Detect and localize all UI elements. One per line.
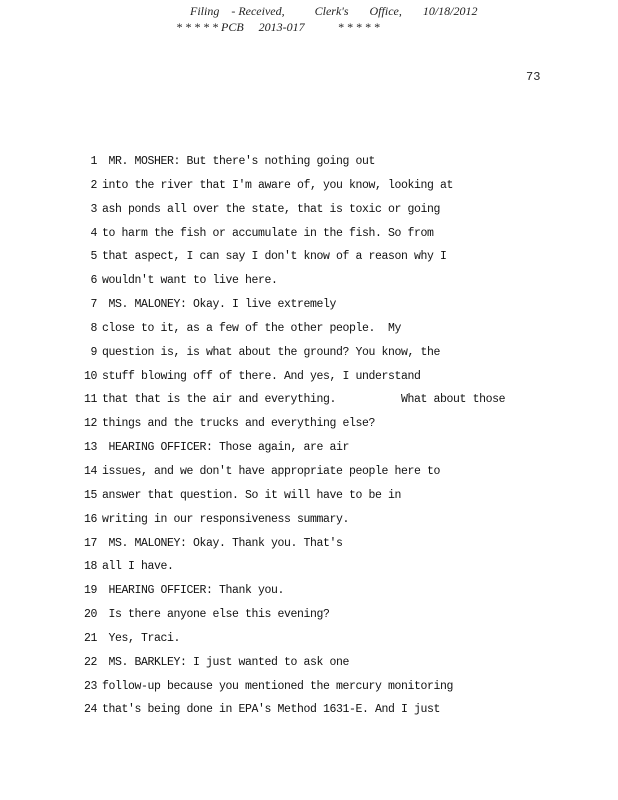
line-number: 8 bbox=[90, 321, 97, 335]
line-text: stuff blowing off of there. And yes, I understand bbox=[102, 369, 421, 383]
transcript-line bbox=[80, 293, 550, 317]
transcript-line bbox=[80, 341, 550, 365]
line-text: MS. MALONEY: Okay. I live extremely bbox=[102, 298, 337, 312]
transcript-line bbox=[80, 508, 550, 532]
transcript-line bbox=[80, 436, 550, 460]
filing-header: Filing - Received, Clerk's Office, 10/18/2012 bbox=[190, 4, 478, 18]
line-number: 6 bbox=[90, 274, 97, 288]
line-text: that's being done in EPA's Method 1631-E. And I just bbox=[102, 703, 441, 717]
transcript-line bbox=[80, 484, 550, 508]
line-text: to harm the fish or accumulate in the fish. So from bbox=[102, 226, 434, 240]
line-number: 14 bbox=[83, 464, 97, 478]
line-text: MS. BARKLEY: I just wanted to ask one bbox=[102, 655, 350, 669]
transcript-line bbox=[80, 174, 550, 198]
line-text: that that is the air and everything. What about those bbox=[102, 393, 506, 407]
line-text: issues, and we don't have appropriate people here to bbox=[102, 464, 441, 478]
line-number: 7 bbox=[90, 298, 97, 312]
line-number: 18 bbox=[83, 560, 97, 574]
page-number: 73 bbox=[526, 70, 541, 84]
line-number: 4 bbox=[90, 226, 97, 240]
line-number: 19 bbox=[83, 584, 97, 598]
line-text: MR. MOSHER: But there's nothing going out bbox=[102, 155, 376, 168]
transcript-line bbox=[80, 198, 550, 222]
line-number: 3 bbox=[90, 202, 97, 216]
line-text: that aspect, I can say I don't know of a reason why I bbox=[102, 250, 447, 264]
line-number: 15 bbox=[83, 488, 97, 502]
transcript-line bbox=[80, 365, 550, 389]
line-text: things and the trucks and everything else? bbox=[102, 417, 376, 431]
line-text: answer that question. So it will have to be in bbox=[102, 488, 402, 502]
transcript-line bbox=[80, 388, 550, 412]
line-number: 23 bbox=[83, 679, 97, 693]
line-text: ash ponds all over the state, that is toxic or going bbox=[102, 202, 441, 216]
line-number: 1 bbox=[90, 155, 97, 168]
line-text: follow-up because you mentioned the mercury monitoring bbox=[102, 679, 454, 693]
line-text: writing in our responsiveness summary. bbox=[102, 512, 350, 526]
line-text: MS. MALONEY: Okay. Thank you. That's bbox=[102, 536, 343, 550]
transcript-line bbox=[80, 532, 550, 556]
line-number: 2 bbox=[90, 178, 97, 192]
line-number: 13 bbox=[83, 441, 97, 455]
line-number: 17 bbox=[83, 536, 97, 550]
line-number: 9 bbox=[90, 345, 97, 359]
line-number: 20 bbox=[83, 608, 97, 622]
transcript-line bbox=[80, 317, 550, 341]
line-text: wouldn't want to live here. bbox=[102, 274, 278, 288]
line-text: Is there anyone else this evening? bbox=[102, 608, 330, 622]
line-number: 24 bbox=[83, 703, 97, 717]
line-text: HEARING OFFICER: Thank you. bbox=[102, 584, 285, 598]
line-text: all I have. bbox=[102, 560, 174, 574]
line-number: 21 bbox=[83, 631, 97, 645]
transcript-line bbox=[80, 269, 550, 293]
transcript-line bbox=[80, 245, 550, 269]
transcript-body bbox=[80, 150, 550, 722]
transcript-line bbox=[80, 698, 550, 722]
line-number: 22 bbox=[83, 655, 97, 669]
transcript-line bbox=[80, 627, 550, 651]
filing-subheader: * * * * * PCB 2013-017 * * * * * bbox=[176, 20, 380, 34]
transcript-line bbox=[80, 555, 550, 579]
transcript-line bbox=[80, 603, 550, 627]
transcript-line bbox=[80, 150, 550, 174]
line-text: question is, is what about the ground? You know, the bbox=[102, 345, 441, 359]
line-number: 5 bbox=[90, 250, 97, 264]
transcript-line bbox=[80, 412, 550, 436]
line-text: Yes, Traci. bbox=[102, 631, 181, 645]
transcript-line bbox=[80, 651, 550, 675]
transcript-line bbox=[80, 675, 550, 699]
line-number: 11 bbox=[83, 393, 97, 407]
line-number: 12 bbox=[83, 417, 97, 431]
line-number: 10 bbox=[83, 369, 97, 383]
line-text: into the river that I'm aware of, you know, looking at bbox=[102, 178, 454, 192]
line-text: HEARING OFFICER: Those again, are air bbox=[102, 441, 350, 455]
transcript-line bbox=[80, 579, 550, 603]
transcript-line bbox=[80, 222, 550, 246]
line-text: close to it, as a few of the other people. My bbox=[102, 321, 402, 335]
transcript-line bbox=[80, 460, 550, 484]
line-number: 16 bbox=[83, 512, 97, 526]
